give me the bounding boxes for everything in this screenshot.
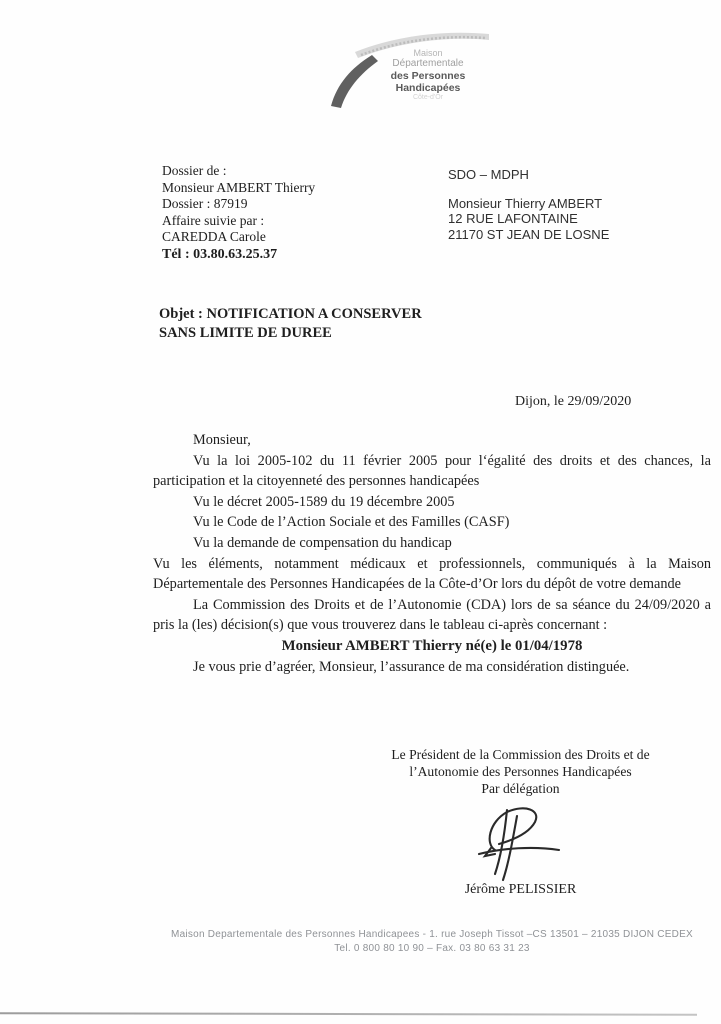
logo-line-des-personnes: des Personnes <box>390 69 466 82</box>
salutation: Monsieur, <box>193 432 251 448</box>
paragraph-vu-elements: Vu les éléments, notamment médicaux et professionnels, communiqués à la Maison Départementale des Personnes Handicapées de la Côte-d’Or lors du dépôt de votre demande <box>153 555 711 593</box>
signature-title-1: Le Président de la Commission des Droits et de <box>391 747 650 762</box>
paragraph-commission: La Commission des Droits et de l’Autonomie (CDA) lors de sa séance du 24/09/2020 a pris la (les) décision(s) que vous trouverez dans le tableau ci-après concernant : <box>153 596 711 634</box>
sender-block <box>162 163 315 264</box>
footer-phone-fax: Tel. 0 800 80 10 90 – Fax. 03 80 63 31 23 <box>334 943 530 954</box>
subject-block <box>159 305 422 343</box>
sender-line: Affaire suivie par : <box>162 212 265 228</box>
footer-block <box>158 928 706 956</box>
recipient-line: 21170 ST JEAN DE LOSNE <box>448 226 610 242</box>
logo-line-maison: Maison <box>413 48 443 58</box>
sender-line: CAREDDA Carole <box>162 229 266 245</box>
sender-phone: Tél : 03.80.63.25.37 <box>162 246 278 262</box>
recipient-service: SDO – MDPH <box>448 167 529 182</box>
handwritten-signature-icon <box>455 804 567 889</box>
scan-edge-artifact <box>0 1012 697 1015</box>
signature-title-3: Par délégation <box>481 781 560 796</box>
subject-line-1: Objet : NOTIFICATION A CONSERVER <box>159 306 422 322</box>
signer-name: Jérôme PELISSIER <box>464 882 577 897</box>
logo-line-handicapees: Handicapées <box>395 81 461 94</box>
paragraph-vu-loi: Vu la loi 2005-102 du 11 février 2005 pour l‘égalité des droits et des chances, la participation et la citoyenneté des personnes handicapées <box>153 452 711 490</box>
beneficiary-highlight: Monsieur AMBERT Thierry né(e) le 01/04/1978 <box>281 637 583 654</box>
paragraph-vu-casf: Vu le Code de l’Action Sociale et des Familles (CASF) <box>193 514 510 531</box>
paragraph-vu-decret: Vu le décret 2005-1589 du 19 décembre 2005 <box>193 493 455 510</box>
logo-text <box>369 48 487 102</box>
subject-line-2: SANS LIMITE DE DUREE <box>159 325 332 341</box>
dateline: Dijon, le 29/09/2020 <box>515 394 632 409</box>
sender-line: Dossier : 87919 <box>162 196 248 212</box>
recipient-line: Monsieur Thierry AMBERT <box>448 195 603 211</box>
sender-line: Monsieur AMBERT Thierry <box>162 179 316 195</box>
letter-body <box>153 430 711 677</box>
mdph-logo <box>325 28 493 110</box>
closing-formula: Je vous prie d’agréer, Monsieur, l’assurance de ma considération distinguée. <box>193 658 630 675</box>
signature-title-2: l’Autonomie des Personnes Handicapées <box>409 764 632 779</box>
recipient-block <box>448 167 609 242</box>
paragraph-vu-demande: Vu la demande de compensation du handicap <box>193 534 452 551</box>
sender-line: Dossier de : <box>162 163 227 178</box>
signature-title-block <box>368 746 673 797</box>
logo-line-cote-dor: Côte-d'Or <box>412 93 444 101</box>
footer-address: Maison Departementale des Personnes Handicapees - 1. rue Joseph Tissot –CS 13501 – 21035 DIJON CEDEX <box>171 929 693 940</box>
logo-line-departementale: Départementale <box>392 58 464 70</box>
recipient-line: 12 RUE LAFONTAINE <box>448 211 578 226</box>
